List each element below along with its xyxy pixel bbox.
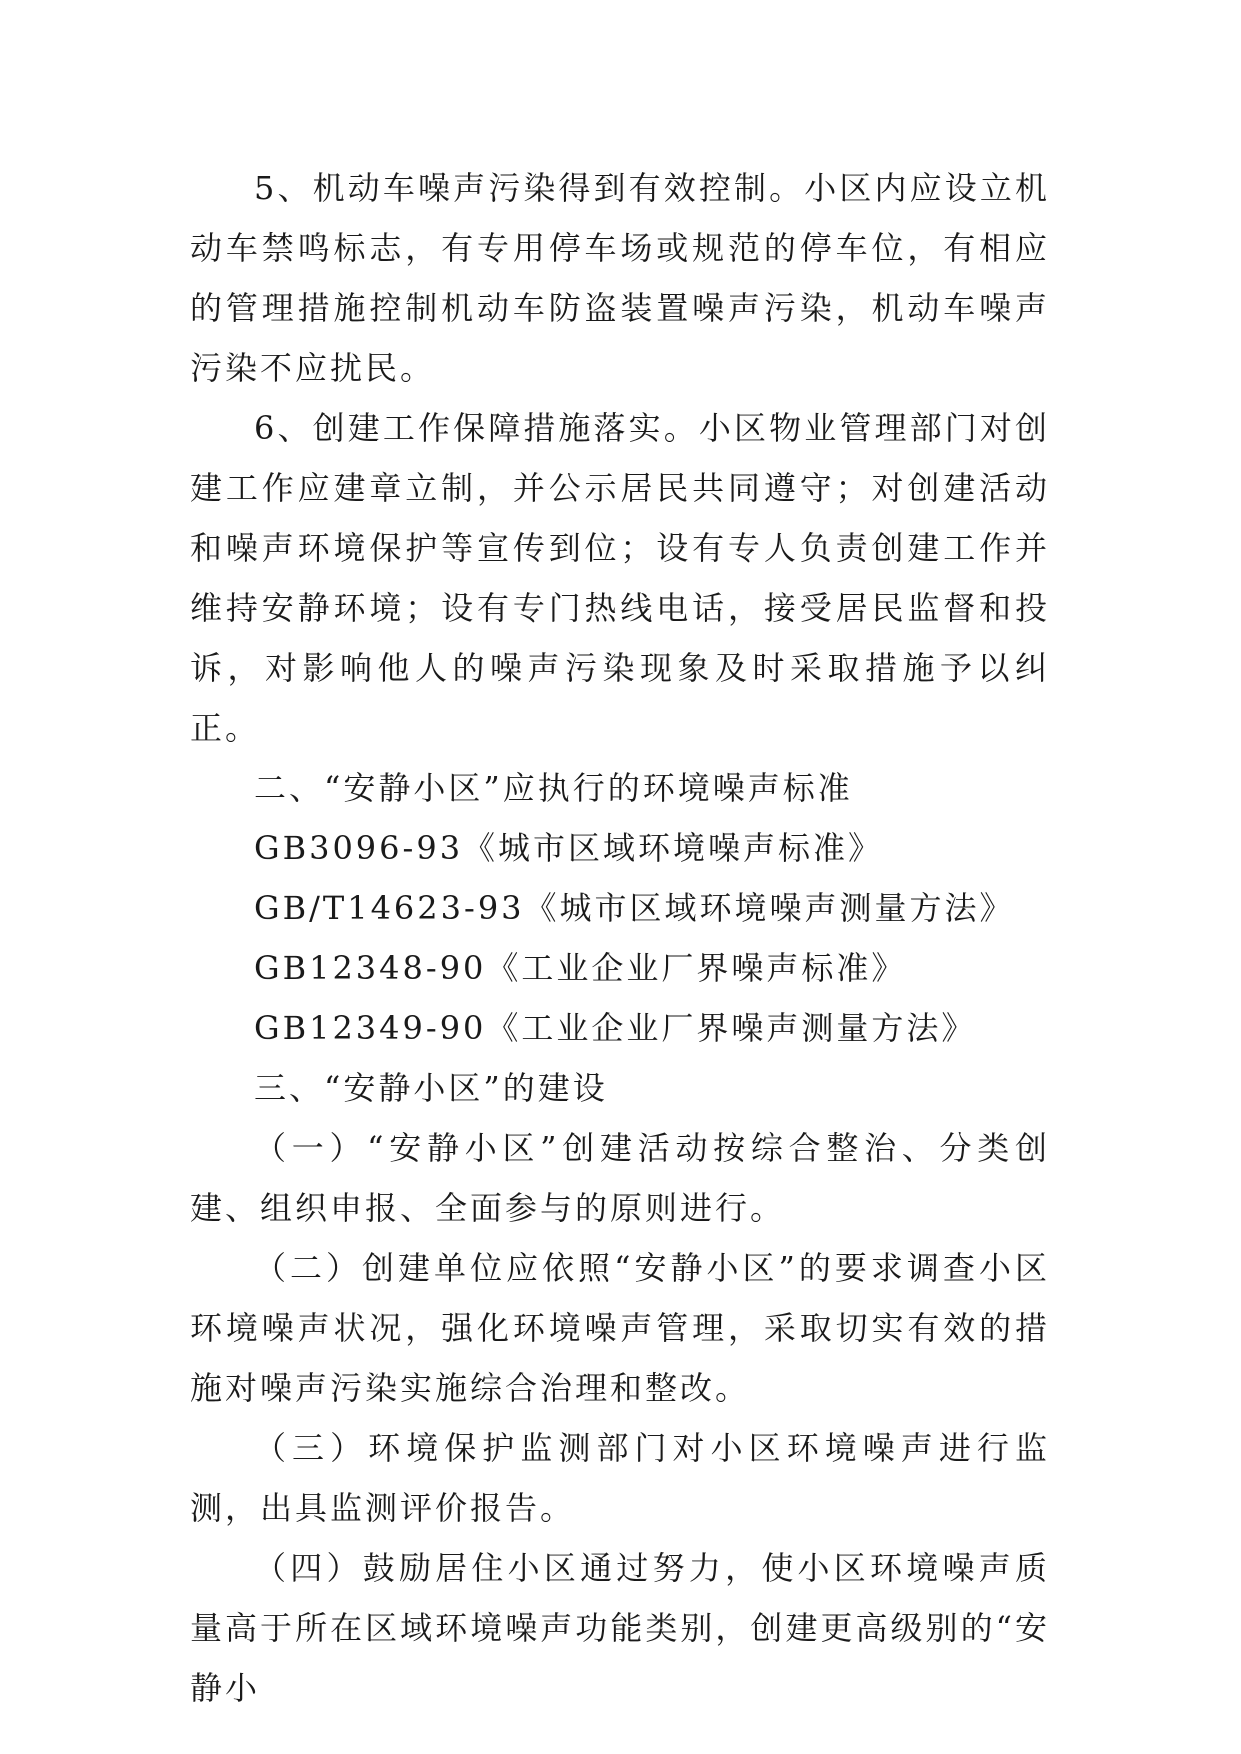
paragraph-item-4: （四）鼓励居住小区通过努力，使小区环境噪声质量高于所在区域环境噪声功能类别，创建更高级别的“安静小 bbox=[190, 1549, 1050, 1707]
paragraph-safeguard-measures: 6、创建工作保障措施落实。小区物业管理部门对创建工作应建章立制，并公示居民共同遵守；对创建活动和噪声环境保护等宣传到位；设有专人负责创建工作并维持安静环境；设有专门热线电话，接受居民监督和投诉，对影响他人的噪声污染现象及时采取措施予以纠正。 bbox=[190, 409, 1050, 747]
section-heading-construction: 三、“安静小区”的建设 bbox=[254, 1069, 608, 1107]
standard-item: GB3096-93《城市区域环境噪声标准》 bbox=[254, 829, 884, 867]
paragraph-item-3: （三）环境保护监测部门对小区环境噪声进行监测，出具监测评价报告。 bbox=[190, 1429, 1050, 1527]
paragraph-vehicle-noise: 5、机动车噪声污染得到有效控制。小区内应设立机动车禁鸣标志，有专用停车场或规范的停车位，有相应的管理措施控制机动车防盗装置噪声污染，机动车噪声污染不应扰民。 bbox=[190, 169, 1050, 387]
paragraph-item-2: （二）创建单位应依照“安静小区”的要求调查小区环境噪声状况，强化环境噪声管理，采取切实有效的措施对噪声污染实施综合治理和整改。 bbox=[190, 1249, 1050, 1407]
standard-item: GB12349-90《工业企业厂界噪声测量方法》 bbox=[254, 1009, 977, 1047]
standard-item: GB/T14623-93《城市区域环境噪声测量方法》 bbox=[254, 889, 1015, 927]
paragraph-item-1: （一）“安静小区”创建活动按综合整治、分类创建、组织申报、全面参与的原则进行。 bbox=[190, 1129, 1050, 1227]
section-heading-standards: 二、“安静小区”应执行的环境噪声标准 bbox=[254, 769, 853, 807]
standard-item: GB12348-90《工业企业厂界噪声标准》 bbox=[254, 949, 907, 987]
document-body bbox=[190, 158, 1050, 1718]
